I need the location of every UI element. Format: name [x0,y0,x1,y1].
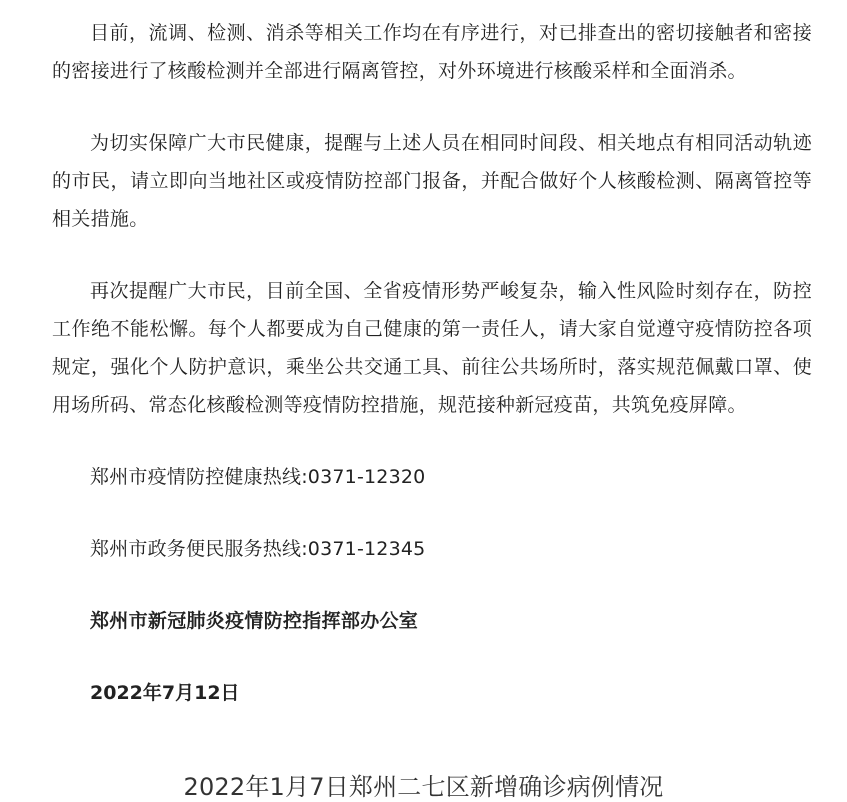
article-body [52,14,812,712]
health-hotline: 郑州市疫情防控健康热线:0371-12320 [90,466,426,488]
paragraph-work-progress: 目前，流调、检测、消杀等相关工作均在有序进行，对已排查出的密切接触者和密接的密接进行了核酸检测并全部进行隔离管控，对外环境进行核酸采样和全面消杀。 [52,22,812,82]
paragraph-spacer [52,238,812,272]
issue-date: 2022年7月12日 [90,682,240,704]
paragraph-spacer [52,640,812,674]
service-hotline: 郑州市政务便民服务热线:0371-12345 [90,538,426,560]
paragraph-report-reminder: 为切实保障广大市民健康，提醒与上述人员在相同时间段、相关地点有相同活动轨迹的市民，请立即向当地社区或疫情防控部门报备，并配合做好个人核酸检测、隔离管控等相关措施。 [52,132,812,230]
paragraph-spacer [52,496,812,530]
image-caption: 2022年1月7日郑州二七区新增确诊病例情况 [0,772,847,802]
paragraph-spacer [52,568,812,602]
paragraph-prevention-reminder: 再次提醒广大市民，目前全国、全省疫情形势严峻复杂，输入性风险时刻存在，防控工作绝不能松懈。每个人都要成为自己健康的第一责任人，请大家自觉遵守疫情防控各项规定，强化个人防护意识，乘坐公共交通工具、前往公共场所时，落实规范佩戴口罩、使用场所码、常态化核酸检测等疫情防控措施，规范接种新冠疫苗，共筑免疫屏障。 [52,280,812,416]
paragraph-spacer [52,424,812,458]
issuing-office: 郑州市新冠肺炎疫情防控指挥部办公室 [90,610,419,632]
paragraph-spacer [52,90,812,124]
